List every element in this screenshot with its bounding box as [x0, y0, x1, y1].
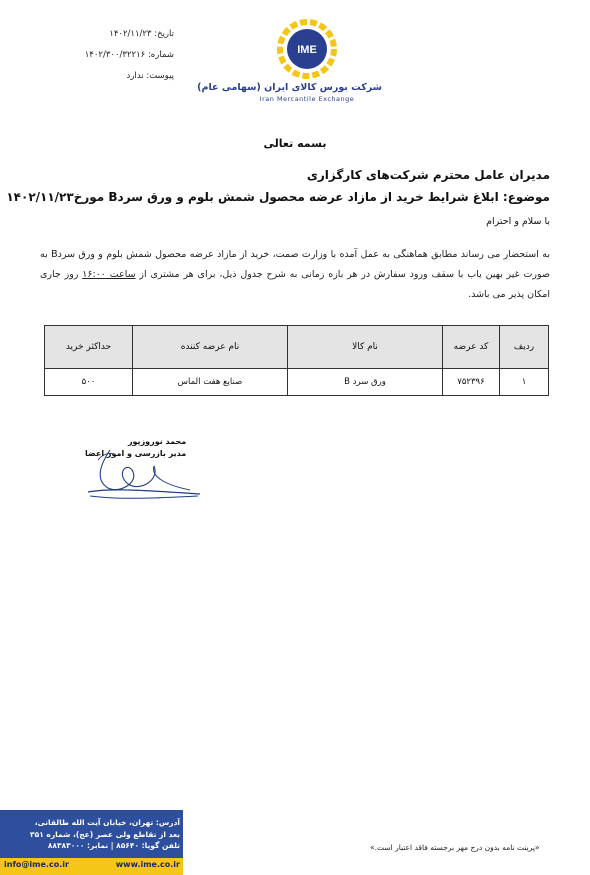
subject-text: ابلاغ شرایط خرید از مازاد عرضه محصول شمش بلوم و ورق سردB مورخ۱۴۰۲/۱۱/۲۳: [6, 190, 499, 204]
number-value: ۱۴۰۲/۳۰۰/۳۲۲۱۶: [84, 50, 146, 60]
attachment-label: پیوست:: [146, 71, 174, 81]
letter-meta: [44, 24, 174, 87]
cell-offer-code: ۷۵۲۳۹۶: [443, 369, 500, 396]
subject-label: موضوع:: [502, 190, 550, 204]
signatory-title: مدیر بازرسی و امور اعضا: [85, 449, 187, 458]
col-header-row-number: ردیف: [500, 326, 549, 369]
signatory-name: محمد نوروزپور: [127, 437, 187, 446]
body-time: ساعت ۱۶:۰۰: [82, 269, 136, 280]
ime-logo-mark-icon: [276, 18, 338, 80]
ime-logo: [197, 18, 382, 118]
col-header-offer-code: کد عرضه: [443, 326, 500, 369]
number-row: [44, 45, 174, 66]
greeting: با سلام و احترام: [486, 216, 550, 227]
recipient: مدیران عامل محترم شرکت‌های کارگزاری: [306, 168, 550, 182]
address-line-1: آدرس: تهران، خیابان آیت الله طالقانی،: [34, 818, 180, 827]
subject-line: [6, 190, 550, 204]
footer-links: [4, 860, 180, 869]
date-label: تاریخ:: [154, 29, 174, 39]
cell-product-name: ورق سرد B: [288, 369, 443, 396]
col-header-supplier: نام عرضه کننده: [133, 326, 288, 369]
table-header-row: [45, 326, 549, 369]
attachment-value: ندارد: [126, 71, 144, 81]
number-label: شماره:: [147, 50, 174, 60]
basmala: بسمه تعالی: [263, 137, 327, 150]
signature-block: [85, 436, 186, 460]
table-row: [45, 369, 549, 396]
logo-name-fa: شرکت بورس کالای ایران (سهامی عام): [197, 82, 382, 93]
offer-table: [44, 325, 549, 396]
attachment-row: [44, 66, 174, 87]
website-link[interactable]: www.ime.co.ir: [115, 860, 180, 869]
col-header-max-purchase: حداکثر خرید: [45, 326, 133, 369]
date-row: [44, 24, 174, 45]
address-line-2: بعد از تقاطع ولی عصر (عج)، شماره ۳۵۱: [30, 829, 180, 839]
col-header-product-name: نام کالا: [288, 326, 443, 369]
validity-footnote: «پرینت نامه بدون درج مهر برجسته فاقد اعتبار است.»: [370, 843, 540, 852]
cell-supplier: صنایع هفت الماس: [133, 369, 288, 396]
letter-body: [40, 245, 550, 305]
email-link[interactable]: info@ime.co.ir: [4, 860, 69, 869]
footer-address: [4, 817, 180, 852]
body-text-1: به استحضار می رساند مطابق هماهنگی به عمل آمده با وزارت صمت، خرید از مازاد عرضه محصول شمش بلوم و ورق سردB به صورت غیر بهین یاب با سقف ورود سفارش در هر بازه زمانی به شرح جدول ذیل، برای هر مشتری از: [40, 249, 550, 280]
date-value: ۱۴۰۲/۱۱/۲۳: [109, 29, 152, 39]
logo-mark-text: IME: [297, 44, 317, 56]
body-text-2: روز جاری امکان پذیر می باشد.: [40, 269, 550, 300]
cell-max-purchase: ۵۰۰: [45, 369, 133, 396]
phone-line: تلفن گویا: ۸۵۶۴۰ | نمابر: ۸۸۳۸۳۰۰۰: [47, 841, 180, 850]
logo-name-en: Iran Mercantile Exchange: [259, 95, 355, 103]
cell-row-number: ۱: [500, 369, 549, 396]
